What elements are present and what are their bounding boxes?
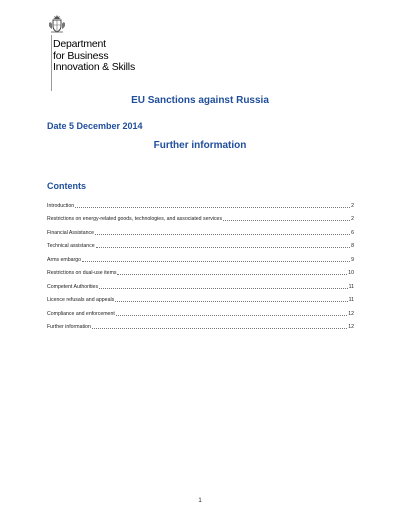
toc-entry-title: Further information — [47, 324, 91, 330]
logo-rule — [51, 35, 52, 91]
toc-leader — [92, 327, 347, 329]
toc-entry[interactable] — [47, 249, 354, 263]
toc-entry[interactable] — [47, 236, 354, 250]
toc-leader — [99, 287, 348, 289]
toc-entry-page: 10 — [348, 270, 354, 276]
toc-entry-page: 2 — [351, 202, 354, 209]
toc-entry-title: Competent Authorities — [47, 283, 99, 290]
toc-entry[interactable] — [47, 209, 354, 223]
toc-entry-page: 2 — [351, 216, 354, 222]
toc-leader — [82, 260, 350, 262]
page-number: 1 — [198, 498, 202, 504]
toc-entry-page: 12 — [348, 324, 354, 330]
toc-entry-page: 11 — [348, 283, 354, 290]
toc-entry[interactable] — [47, 195, 354, 209]
toc-entry[interactable] — [47, 317, 354, 331]
department-name — [53, 39, 135, 74]
toc-leader — [115, 300, 347, 302]
toc-entry-title: Introduction — [47, 202, 75, 209]
document-title: EU Sanctions against Russia — [131, 95, 269, 106]
toc-entry-title: Restrictions on dual-use items — [47, 270, 117, 276]
toc-leader — [223, 219, 350, 221]
toc-entry-title: Financial Assistance — [47, 229, 94, 236]
toc-entry-title: Restrictions on energy-related goods, technologies, and associated services — [47, 216, 223, 222]
document-subtitle: Further information — [153, 140, 247, 151]
toc-entry-page: 6 — [351, 229, 354, 236]
toc-leader — [95, 233, 350, 235]
toc-entry[interactable] — [47, 276, 354, 290]
toc-leader — [96, 246, 351, 248]
royal-crest-icon — [48, 14, 66, 34]
department-name-line-3: Innovation & Skills — [53, 61, 135, 73]
toc-entry[interactable] — [47, 303, 354, 317]
toc-entry-title: Compliance and enforcement — [47, 310, 115, 317]
toc-entry-page: 11 — [348, 297, 354, 303]
toc-leader — [117, 273, 347, 275]
table-of-contents — [47, 195, 354, 330]
toc-entry[interactable] — [47, 290, 354, 304]
toc-leader — [116, 314, 347, 316]
toc-entry-page: 8 — [351, 243, 354, 249]
toc-leader — [75, 206, 350, 208]
toc-entry-title: Technical assistance — [47, 243, 95, 249]
toc-entry[interactable] — [47, 222, 354, 236]
toc-entry-page: 12 — [348, 310, 354, 317]
toc-entry[interactable] — [47, 263, 354, 277]
toc-entry-page: 9 — [351, 256, 354, 263]
contents-heading: Contents — [47, 181, 86, 191]
toc-entry-title: Licence refusals and appeals — [47, 297, 115, 303]
department-name-line-2: for Business — [53, 49, 109, 62]
document-date: Date 5 December 2014 — [47, 121, 143, 131]
toc-entry-title: Arms embargo — [47, 256, 82, 263]
department-name-line-1: Department — [53, 38, 106, 50]
